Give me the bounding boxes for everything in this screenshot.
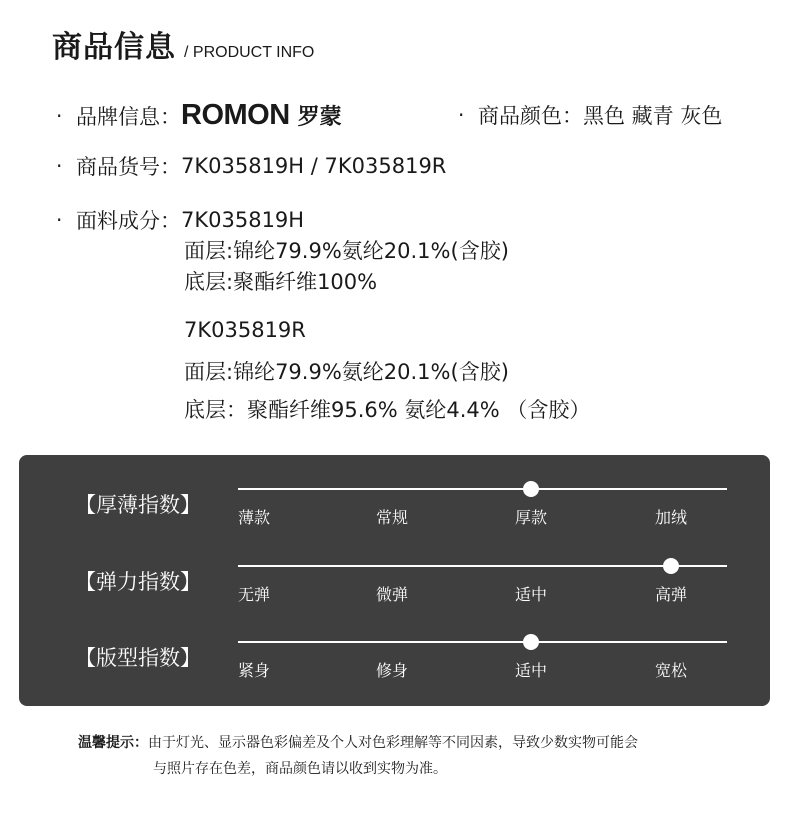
index-option: 紧身 — [237, 661, 271, 680]
index-title: 【版型指数】 — [75, 646, 201, 670]
material-line: 底层:聚酯纤维100% — [184, 270, 378, 294]
index-option: 无弹 — [237, 585, 271, 604]
bullet: · — [56, 103, 63, 128]
index-track — [238, 565, 727, 567]
material-line: 面层:锦纶79.9%氨纶20.1%(含胶) — [184, 360, 509, 384]
index-option: 薄款 — [237, 508, 271, 527]
index-option: 微弹 — [375, 585, 409, 604]
index-option: 宽松 — [654, 661, 688, 680]
brand-row — [56, 99, 342, 132]
notice — [78, 730, 638, 777]
brand-name: 罗蒙 — [297, 105, 342, 130]
index-option: 适中 — [514, 585, 548, 604]
index-marker — [663, 558, 679, 574]
index-title: 【弹力指数】 — [75, 570, 201, 594]
page-subtitle: / PRODUCT INFO — [184, 44, 315, 61]
material-line: 底层：聚酯纤维95.6% 氨纶4.4% （含胶） — [184, 398, 591, 422]
sku-row — [56, 151, 446, 181]
color-value: 黑色 藏青 灰色 — [583, 104, 723, 128]
color-row — [458, 100, 722, 130]
index-option: 加绒 — [654, 508, 688, 527]
index-marker — [523, 634, 539, 650]
index-track — [238, 488, 727, 490]
bullet: · — [458, 103, 465, 127]
notice-text: 与照片存在色差，商品颜色请以收到实物为准。 — [153, 761, 447, 777]
sku-label: 商品货号： — [76, 155, 181, 179]
index-option: 常规 — [375, 508, 409, 527]
index-option: 适中 — [514, 661, 548, 680]
index-marker — [523, 481, 539, 497]
index-option: 厚款 — [514, 508, 548, 527]
index-track — [238, 641, 727, 643]
index-option: 高弹 — [654, 585, 688, 604]
index-panel — [19, 455, 770, 706]
page-header — [52, 22, 314, 66]
material-line: 面层:锦纶79.9%氨纶20.1%(含胶) — [184, 239, 509, 263]
sku-value: 7K035819H / 7K035819R — [181, 154, 447, 178]
bullet: · — [56, 208, 63, 232]
material-row — [56, 205, 304, 235]
material-line: 7K035819H — [181, 208, 305, 232]
brand-label: 品牌信息： — [76, 104, 181, 129]
bullet: · — [56, 154, 63, 178]
material-label: 面料成分： — [76, 209, 181, 233]
color-label: 商品颜色： — [478, 104, 583, 128]
index-option: 修身 — [375, 661, 409, 680]
index-title: 【厚薄指数】 — [75, 493, 201, 517]
notice-label: 温馨提示： — [78, 735, 148, 751]
material-line: 7K035819R — [184, 318, 306, 342]
notice-text: 由于灯光、显示器色彩偏差及个人对色彩理解等不同因素，导致少数实物可能会 — [148, 735, 638, 751]
brand-logo: ROMON — [181, 99, 290, 131]
page-title: 商品信息 — [52, 30, 176, 65]
